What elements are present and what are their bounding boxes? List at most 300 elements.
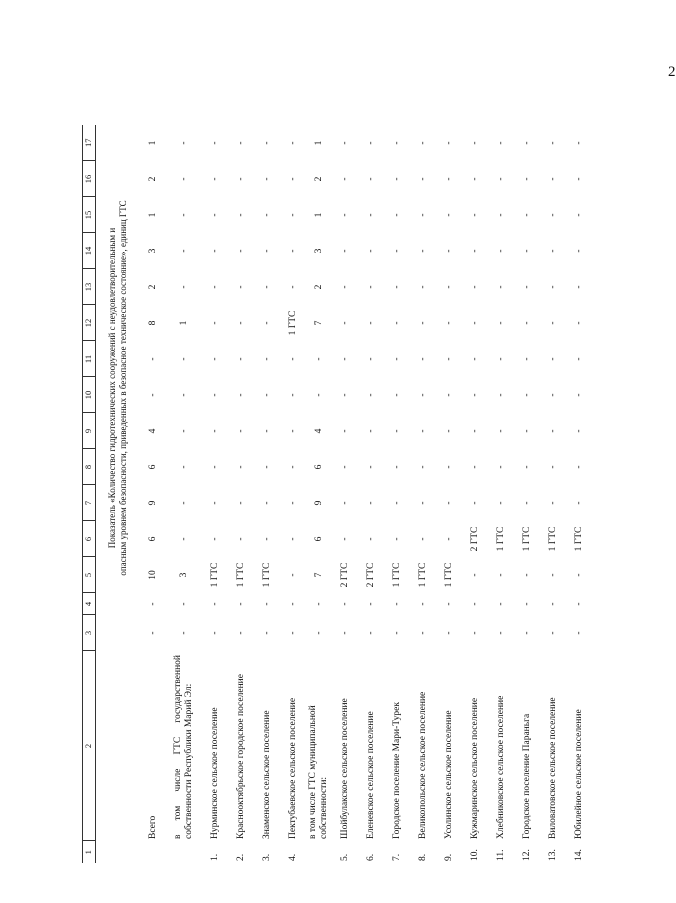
cell-value: - [547, 465, 558, 469]
cell-value: - [287, 631, 298, 635]
cell-value: 1 ГТС [521, 526, 532, 552]
cell-value: - [443, 249, 454, 253]
cell-value: - [573, 141, 584, 145]
col-number: 17 [83, 125, 96, 161]
cell-value: - [235, 602, 246, 606]
cell-value: - [209, 429, 220, 433]
cell-value: - [178, 393, 189, 397]
cell-value: - [495, 177, 506, 181]
cell-value: - [495, 213, 506, 217]
cell-value: - [521, 213, 532, 217]
col-number: 2 [83, 651, 96, 841]
cell-value: - [147, 631, 158, 635]
cell-value: - [178, 357, 189, 361]
cell-value: 1 [313, 212, 324, 218]
cell-value: - [391, 501, 402, 505]
row-name: Городское поселение Параньга [521, 713, 532, 839]
cell-value: 7 [313, 320, 324, 326]
cell-value: 1 [178, 320, 189, 326]
cell-value: - [339, 429, 350, 433]
row-number: 9. [443, 853, 454, 861]
table-row [566, 125, 592, 863]
cell-value: - [573, 321, 584, 325]
cell-value: - [521, 602, 532, 606]
cell-value: - [209, 602, 220, 606]
col-number: 4 [83, 593, 96, 615]
cell-value: - [287, 249, 298, 253]
cell-value: - [261, 602, 272, 606]
page-number: 2 [668, 64, 676, 80]
cell-value: - [178, 285, 189, 289]
cell-value: - [178, 537, 189, 541]
row-name: в том числе ГТС государственной собственности Республики Марий Эл: [173, 655, 194, 839]
cell-value: 6 [313, 536, 324, 542]
row-name: Знаменское сельское поселение [261, 710, 272, 839]
cell-value: - [178, 213, 189, 217]
cell-value: - [469, 631, 480, 635]
col-number: 14 [83, 233, 96, 269]
cell-value: - [209, 465, 220, 469]
row-number: 3. [261, 853, 272, 861]
cell-value: - [573, 357, 584, 361]
cell-value: - [521, 177, 532, 181]
indicator-table [82, 125, 592, 863]
cell-value: - [417, 357, 428, 361]
cell-value: - [287, 465, 298, 469]
cell-value: - [443, 602, 454, 606]
cell-value: - [573, 177, 584, 181]
cell-value: 1 ГТС [287, 310, 298, 336]
cell-value: - [178, 177, 189, 181]
cell-value: - [469, 249, 480, 253]
cell-value: - [495, 357, 506, 361]
cell-value: - [365, 213, 376, 217]
cell-value: - [287, 285, 298, 289]
cell-value: - [235, 501, 246, 505]
cell-value: - [261, 321, 272, 325]
row-name: Городское поселение Мари-Турек [391, 702, 402, 839]
row-name: Всего [147, 815, 158, 839]
row-name: Пектубаевское сельское поселение [287, 697, 298, 839]
cell-value: - [443, 141, 454, 145]
row-name: Виловатовское сельское поселение [547, 697, 558, 839]
cell-value: - [443, 177, 454, 181]
cell-value: - [261, 631, 272, 635]
cell-value: - [443, 213, 454, 217]
cell-value: - [261, 501, 272, 505]
cell-value: - [209, 321, 220, 325]
cell-value: - [417, 501, 428, 505]
cell-value: - [443, 501, 454, 505]
section-header-line2: опасным уровнем безопасности, приведенных в безопасное техническое состояние», единиц ГТС [118, 200, 128, 576]
cell-value: - [547, 573, 558, 577]
cell-value: - [573, 429, 584, 433]
row-name: Усолинское сельское поселение [443, 710, 454, 839]
col-number: 5 [83, 557, 96, 593]
cell-value: - [391, 537, 402, 541]
cell-value: - [365, 141, 376, 145]
cell-value: 1 ГТС [235, 562, 246, 588]
row-number [166, 841, 202, 863]
cell-value: - [521, 249, 532, 253]
cell-value: - [235, 285, 246, 289]
cell-value: - [235, 249, 246, 253]
col-number: 16 [83, 161, 96, 197]
cell-value: - [521, 631, 532, 635]
cell-value: - [547, 213, 558, 217]
cell-value: - [287, 537, 298, 541]
cell-value: - [417, 602, 428, 606]
row-number: 12. [521, 849, 532, 861]
table-row [462, 125, 488, 863]
cell-value: - [235, 429, 246, 433]
cell-value: - [417, 177, 428, 181]
cell-value: - [365, 357, 376, 361]
cell-value: 2 [147, 176, 158, 182]
cell-value: - [391, 321, 402, 325]
cell-value: - [547, 141, 558, 145]
cell-value: - [443, 393, 454, 397]
cell-value: - [235, 177, 246, 181]
cell-value: - [521, 321, 532, 325]
cell-value: - [443, 631, 454, 635]
cell-value: - [178, 501, 189, 505]
cell-value: 6 [147, 464, 158, 470]
section-header-line1: Показатель «Количество гидротехнических сооружений с неудовлетворительным и [107, 227, 118, 549]
cell-value: - [547, 357, 558, 361]
cell-value: - [209, 357, 220, 361]
cell-value: - [287, 177, 298, 181]
cell-value: 7 [313, 572, 324, 578]
cell-value: - [469, 177, 480, 181]
cell-value: - [235, 321, 246, 325]
table-row [514, 125, 540, 863]
cell-value: 1 ГТС [547, 526, 558, 552]
row-name: в том числе ГТС муниципальной собственности: [308, 705, 329, 839]
cell-value: - [469, 573, 480, 577]
row-number: 8. [417, 853, 428, 861]
cell-value: - [178, 141, 189, 145]
cell-value: - [261, 429, 272, 433]
cell-value: 6 [313, 464, 324, 470]
cell-value: - [469, 357, 480, 361]
cell-value: - [469, 393, 480, 397]
cell-value: - [209, 249, 220, 253]
cell-value: - [391, 357, 402, 361]
col-number: 10 [83, 377, 96, 413]
cell-value: - [521, 573, 532, 577]
table-row [332, 125, 358, 863]
cell-value: - [391, 465, 402, 469]
row-name: Красноoктябрьское городское поселение [235, 674, 246, 839]
cell-value: - [391, 141, 402, 145]
cell-value: - [313, 631, 324, 635]
cell-value: - [417, 537, 428, 541]
cell-value: 8 [147, 320, 158, 326]
cell-value: - [495, 573, 506, 577]
cell-value: - [365, 631, 376, 635]
cell-value: - [287, 501, 298, 505]
cell-value: - [339, 249, 350, 253]
row-number: 10. [469, 849, 480, 861]
cell-value: - [339, 213, 350, 217]
cell-value: 1 [147, 212, 158, 218]
cell-value: - [495, 631, 506, 635]
cell-value: - [287, 213, 298, 217]
cell-value: - [443, 537, 454, 541]
cell-value: - [235, 631, 246, 635]
table-row [228, 125, 254, 863]
table-row [540, 125, 566, 863]
cell-value: - [339, 357, 350, 361]
cell-value: - [443, 465, 454, 469]
cell-value: - [209, 537, 220, 541]
row-number: 1. [209, 853, 220, 861]
cell-value: - [339, 602, 350, 606]
col-number: 3 [83, 615, 96, 651]
cell-value: - [417, 249, 428, 253]
cell-value: - [391, 213, 402, 217]
cell-value: - [521, 501, 532, 505]
cell-value: - [417, 321, 428, 325]
table-row [166, 125, 202, 863]
cell-value: - [443, 429, 454, 433]
cell-value: - [521, 393, 532, 397]
cell-value: - [547, 285, 558, 289]
table-row [280, 125, 306, 863]
cell-value: - [313, 357, 324, 361]
table-row [436, 125, 462, 863]
cell-value: - [178, 465, 189, 469]
cell-value: - [235, 393, 246, 397]
col-number: 8 [83, 449, 96, 485]
cell-value: - [547, 501, 558, 505]
section-header-row [96, 125, 141, 863]
row-name: Еленевское сельское поселение [365, 711, 376, 839]
row-number: 13. [547, 849, 558, 861]
cell-value: - [443, 321, 454, 325]
cell-value: - [417, 285, 428, 289]
cell-value: - [261, 141, 272, 145]
cell-value: 1 ГТС [391, 562, 402, 588]
column-number-row [83, 125, 96, 863]
cell-value: - [313, 393, 324, 397]
cell-value: - [339, 465, 350, 469]
row-name: Хлебниковское сельское поселение [495, 695, 506, 839]
cell-value: - [469, 465, 480, 469]
cell-value: - [339, 321, 350, 325]
table-row [202, 125, 228, 863]
row-number: 11. [495, 849, 506, 861]
row-number [306, 841, 332, 863]
cell-value: - [573, 602, 584, 606]
cell-value: - [469, 602, 480, 606]
cell-value: - [495, 465, 506, 469]
cell-value: - [178, 602, 189, 606]
row-number: 14. [573, 849, 584, 861]
table-row [488, 125, 514, 863]
cell-value: - [573, 573, 584, 577]
cell-value: - [573, 393, 584, 397]
cell-value: - [178, 631, 189, 635]
cell-value: - [495, 249, 506, 253]
cell-value: - [391, 631, 402, 635]
cell-value: - [469, 429, 480, 433]
cell-value: - [261, 177, 272, 181]
cell-value: - [495, 501, 506, 505]
section-header [96, 125, 141, 651]
cell-value: 1 ГТС [443, 562, 454, 588]
cell-value: - [547, 631, 558, 635]
table-row [140, 125, 166, 863]
cell-value: - [521, 465, 532, 469]
table-row [410, 125, 436, 863]
cell-value: - [339, 501, 350, 505]
cell-value: - [521, 429, 532, 433]
cell-value: - [573, 501, 584, 505]
cell-value: - [547, 249, 558, 253]
cell-value: - [287, 141, 298, 145]
cell-value: - [209, 501, 220, 505]
cell-value: - [469, 501, 480, 505]
cell-value: 1 ГТС [261, 562, 272, 588]
row-name: Нурминское сельское поселение [209, 707, 220, 839]
cell-value: - [178, 249, 189, 253]
cell-value: - [261, 393, 272, 397]
cell-value: 1 ГТС [417, 562, 428, 588]
cell-value: - [235, 213, 246, 217]
cell-value: - [521, 357, 532, 361]
cell-value: 3 [147, 248, 158, 254]
cell-value: 1 ГТС [209, 562, 220, 588]
cell-value: 10 [147, 570, 158, 580]
cell-value: - [235, 537, 246, 541]
col-number: 9 [83, 413, 96, 449]
row-number: 7. [391, 853, 402, 861]
table-row [384, 125, 410, 863]
row-name: Юбилейное сельское поселение [573, 709, 584, 839]
cell-value: - [521, 285, 532, 289]
row-name: Шойбулакское сельское поселение [339, 698, 350, 839]
row-number: 6. [365, 853, 376, 861]
table-row [358, 125, 384, 863]
cell-value: - [573, 465, 584, 469]
col-number: 6 [83, 521, 96, 557]
cell-value: - [287, 393, 298, 397]
cell-value: - [391, 393, 402, 397]
cell-value: - [261, 465, 272, 469]
cell-value: - [365, 393, 376, 397]
cell-value: 2 ГТС [339, 562, 350, 588]
cell-value: 4 [313, 428, 324, 434]
cell-value: 6 [147, 536, 158, 542]
cell-value: 1 ГТС [573, 526, 584, 552]
row-number: 5. [339, 853, 350, 861]
cell-value: - [443, 285, 454, 289]
cell-value: - [547, 321, 558, 325]
cell-value: - [547, 429, 558, 433]
cell-value: - [147, 357, 158, 361]
cell-value: - [365, 465, 376, 469]
cell-value: 3 [178, 572, 189, 578]
cell-value: - [235, 141, 246, 145]
cell-value: 1 [313, 140, 324, 146]
cell-value: - [547, 602, 558, 606]
cell-value: 2 [147, 284, 158, 290]
cell-value: - [339, 631, 350, 635]
cell-value: 2 ГТС [469, 526, 480, 552]
col-number: 12 [83, 305, 96, 341]
cell-value: - [235, 465, 246, 469]
cell-value: - [521, 141, 532, 145]
cell-value: - [287, 357, 298, 361]
col-number: 13 [83, 269, 96, 305]
cell-value: - [261, 213, 272, 217]
cell-value: - [495, 393, 506, 397]
cell-value: - [469, 213, 480, 217]
col-number: 1 [83, 841, 96, 863]
cell-value: - [495, 321, 506, 325]
cell-value: - [365, 249, 376, 253]
cell-value: - [365, 177, 376, 181]
cell-value: - [573, 249, 584, 253]
cell-value: - [287, 429, 298, 433]
cell-value: 9 [147, 500, 158, 506]
row-number: 4. [287, 853, 298, 861]
cell-value: - [547, 393, 558, 397]
cell-value: - [147, 602, 158, 606]
cell-value: - [209, 285, 220, 289]
cell-value: - [209, 631, 220, 635]
cell-value: - [573, 631, 584, 635]
cell-value: - [287, 602, 298, 606]
cell-value: - [417, 393, 428, 397]
cell-value: - [339, 141, 350, 145]
cell-value: - [391, 285, 402, 289]
cell-value: - [178, 429, 189, 433]
cell-value: - [469, 321, 480, 325]
cell-value: 2 ГТС [365, 562, 376, 588]
cell-value: 1 ГТС [495, 526, 506, 552]
col-number: 7 [83, 485, 96, 521]
cell-value: - [391, 177, 402, 181]
cell-value: 1 [147, 140, 158, 146]
cell-value: - [495, 429, 506, 433]
cell-value: - [313, 602, 324, 606]
cell-value: - [147, 393, 158, 397]
cell-value: - [417, 465, 428, 469]
cell-value: - [417, 213, 428, 217]
cell-value: - [391, 429, 402, 433]
cell-value: 2 [313, 284, 324, 290]
cell-value: - [235, 357, 246, 361]
cell-value: - [547, 177, 558, 181]
row-number [140, 841, 166, 863]
cell-value: - [209, 213, 220, 217]
cell-value: - [573, 213, 584, 217]
cell-value: - [365, 537, 376, 541]
cell-value: 9 [313, 500, 324, 506]
col-number: 15 [83, 197, 96, 233]
cell-value: - [209, 141, 220, 145]
cell-value: - [261, 357, 272, 361]
cell-value: - [365, 501, 376, 505]
table-row [306, 125, 332, 863]
cell-value: - [261, 249, 272, 253]
cell-value: - [209, 177, 220, 181]
cell-value: - [339, 537, 350, 541]
cell-value: - [339, 177, 350, 181]
